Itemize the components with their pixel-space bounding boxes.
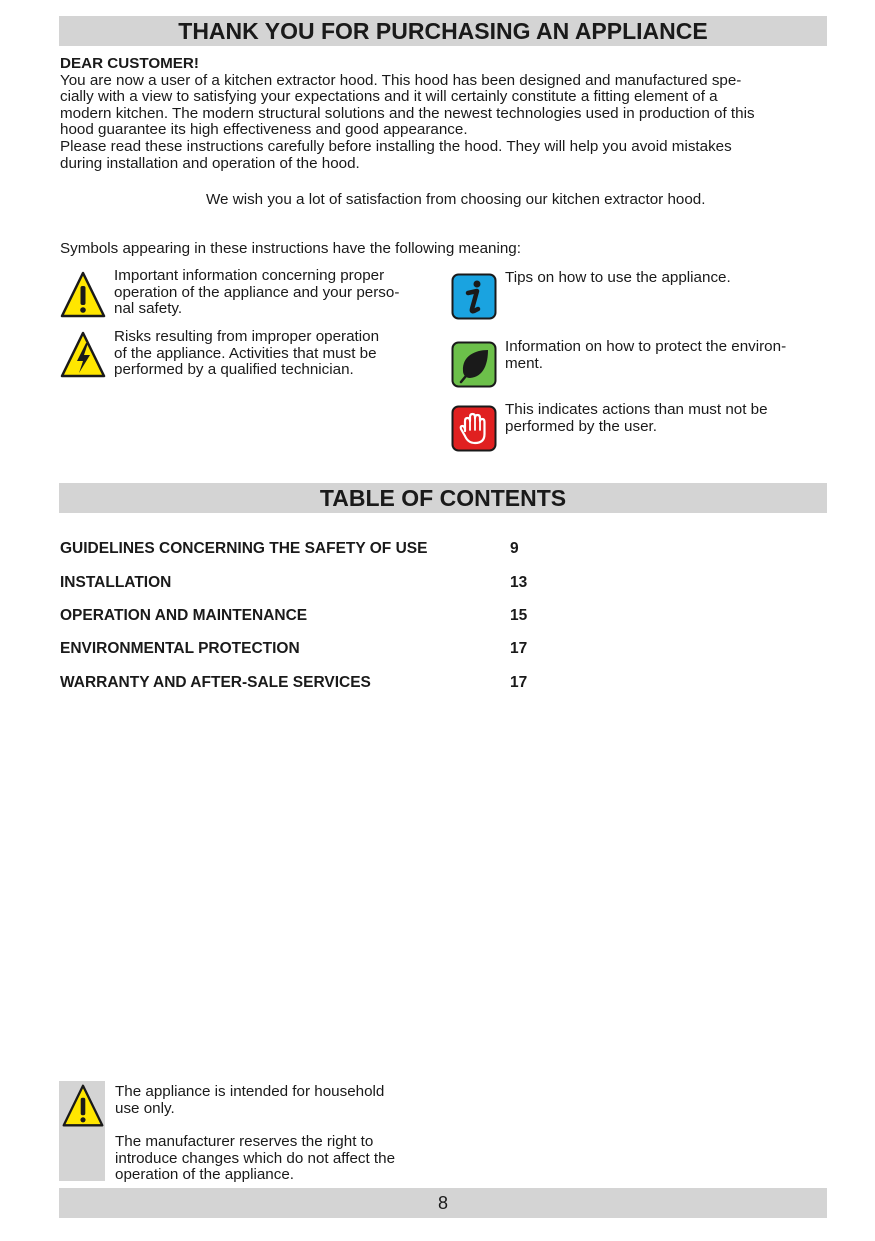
symbol-stop-text: This indicates actions than must not be performed by the user. (505, 401, 768, 435)
toc-entry-page: 17 (510, 640, 528, 657)
page-title: THANK YOU FOR PURCHASING AN APPLIANCE (59, 16, 827, 46)
warning-icon (60, 1083, 106, 1129)
warning-icon (60, 270, 106, 320)
symbol-leaf-text: Information on how to protect the environ- ment. (505, 338, 787, 372)
note-manufacturer-changes: The manufacturer reserves the right to introduce changes which do not affect the operation of the appliance. (115, 1133, 396, 1184)
toc-entry-title: INSTALLATION (60, 574, 172, 591)
leaf-icon (451, 341, 497, 388)
symbol-warning-text: Important information concerning proper operation of the appliance and your perso- nal safety. (114, 267, 400, 318)
toc-entry-page: 17 (510, 674, 528, 691)
symbols-intro: Symbols appearing in these instructions have the following meaning: (60, 240, 521, 257)
greeting: DEAR CUSTOMER! (60, 55, 199, 72)
electric-hazard-icon (60, 330, 106, 380)
intro-paragraph-1: You are now a user of a kitchen extractor hood. This hood has been designed and manufactured spe- cially with a view to satisfying your expectations and it will certainly constitute a fitting element of a modern kitchen. The modern structural solutions and the newest technologies used in production of this hood guarantee its high effectiveness and good appearance. (60, 71, 755, 139)
toc-entry-title: GUIDELINES CONCERNING THE SAFETY OF USE (60, 540, 428, 557)
toc-entry-page: 15 (510, 607, 528, 624)
intro-paragraph-2: Please read these instructions carefully before installing the hood. They will help you avoid mistakes during installation and operation of the hood. (60, 137, 732, 172)
symbol-info-text: Tips on how to use the appliance. (505, 269, 731, 286)
page-number: 8 (59, 1188, 827, 1218)
toc-heading: TABLE OF CONTENTS (59, 483, 827, 513)
toc-entry-title: OPERATION AND MAINTENANCE (60, 607, 308, 624)
stop-hand-icon (451, 405, 497, 452)
note-household-use: The appliance is intended for household use only. (115, 1083, 385, 1117)
toc-entry-page: 13 (510, 574, 528, 591)
toc-entry-page: 9 (510, 540, 519, 557)
toc-entry-title: WARRANTY AND AFTER-SALE SERVICES (60, 674, 371, 691)
info-icon (451, 273, 497, 320)
intro-section (60, 56, 830, 172)
wish-line: We wish you a lot of satisfaction from choosing our kitchen extractor hood. (206, 191, 706, 208)
symbol-electric-text: Risks resulting from improper operation of the appliance. Activities that must be performed by a qualified technician. (114, 328, 380, 379)
toc-entry-title: ENVIRONMENTAL PROTECTION (60, 640, 300, 657)
